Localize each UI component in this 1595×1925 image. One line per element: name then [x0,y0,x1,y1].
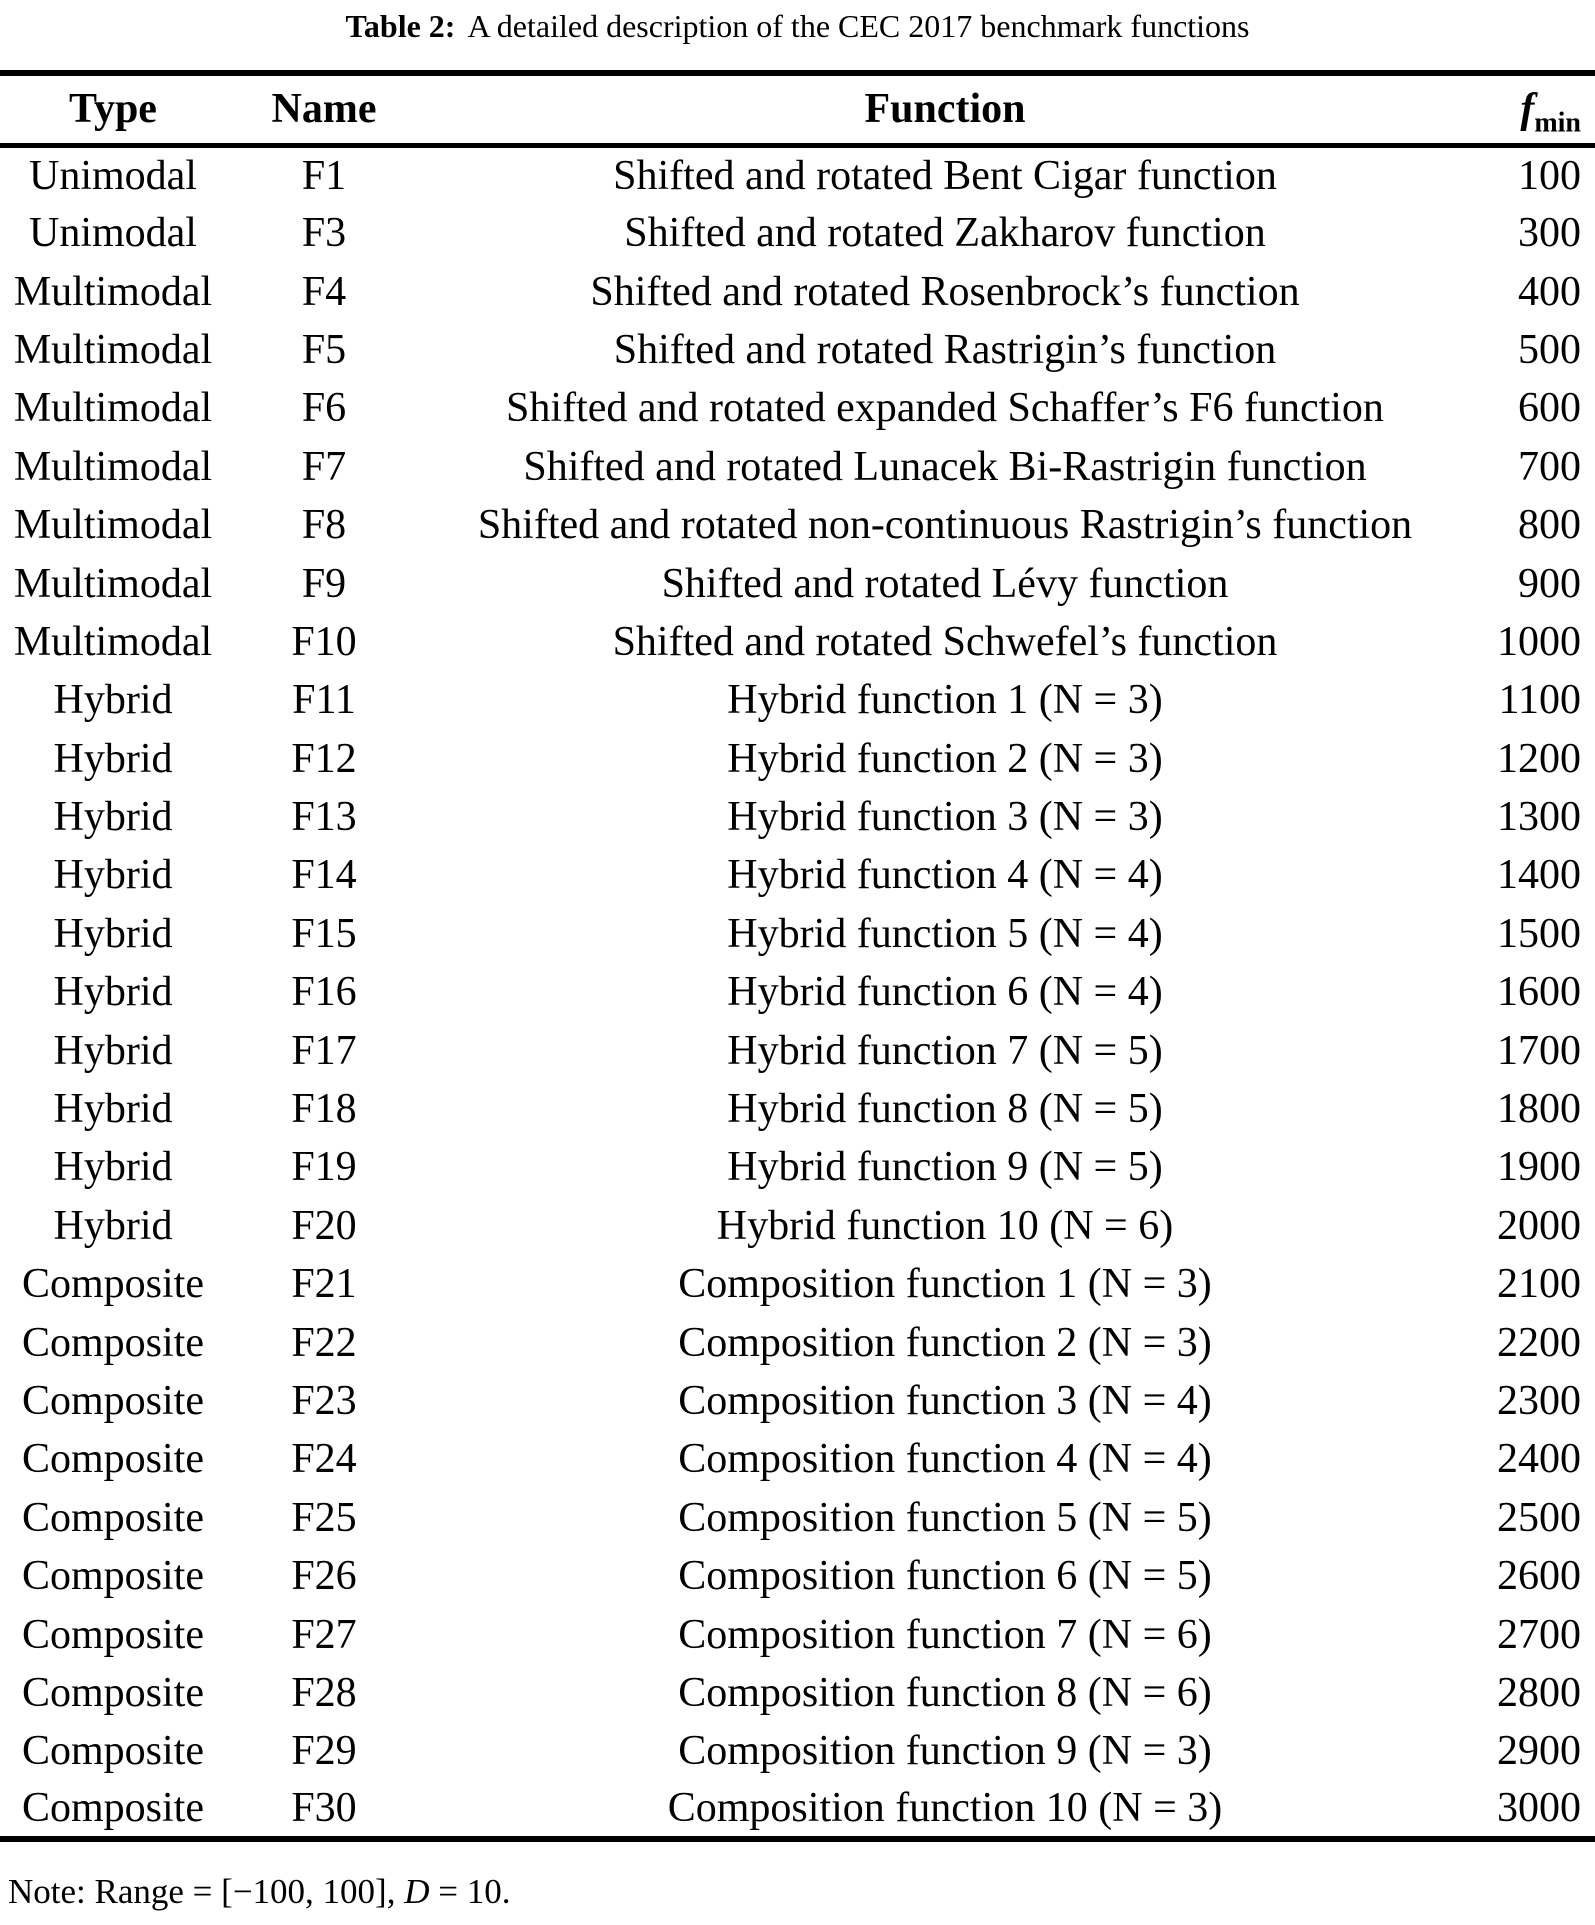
cell-type: Multimodal [13,268,213,315]
cell-function: Composition function 4 (N = 4) [678,1436,1212,1483]
cell-function: Composition function 9 (N = 3) [678,1728,1212,1775]
cell-type: Hybrid [53,794,173,841]
cell-type: Unimodal [29,210,197,257]
cell-function: Shifted and rotated Lunacek Bi-Rastrigin function [523,443,1367,490]
cell-function: Shifted and rotated non-continuous Rastrigin’s function [477,502,1413,549]
cell-fmin: 2000 [1497,1202,1581,1249]
table-row [0,1372,1595,1430]
cell-name: F14 [291,852,357,899]
table-row [0,1080,1595,1138]
cell-fmin: 1700 [1497,1027,1581,1074]
cell-type: Composite [21,1669,204,1716]
table-row [0,1664,1595,1722]
cell-type: Composite [21,1261,204,1308]
cell-name: F10 [291,618,357,665]
cell-function: Shifted and rotated Schwefel’s function [612,618,1278,665]
cell-type: Hybrid [53,1086,173,1133]
cell-function: Composition function 3 (N = 4) [678,1377,1212,1424]
cell-type: Hybrid [53,1027,173,1074]
cell-function: Hybrid function 5 (N = 4) [727,910,1163,957]
table-row [0,1722,1595,1780]
cell-fmin: 800 [1518,502,1581,549]
table-row [0,963,1595,1021]
cell-name: F12 [291,735,357,782]
cell-name: F6 [301,385,347,432]
table-row [0,1781,1595,1839]
table-row [0,438,1595,496]
cell-name: F16 [291,969,357,1016]
cell-fmin: 300 [1518,210,1581,257]
cell-type: Composite [21,1785,204,1832]
cell-function: Hybrid function 8 (N = 5) [727,1086,1163,1133]
fmin-symbol: f [1520,86,1535,133]
cell-name: F1 [301,153,347,200]
cell-name: F25 [291,1494,357,1541]
cell-type: Composite [21,1377,204,1424]
cell-name: F8 [301,502,347,549]
cell-type: Hybrid [53,1144,173,1191]
cell-function: Hybrid function 4 (N = 4) [727,852,1163,899]
note-prefix: Note: Range = [−100, 100], [8,1871,405,1911]
cell-type: Multimodal [13,502,213,549]
table-row [0,146,1595,204]
cell-function: Hybrid function 1 (N = 3) [727,677,1163,724]
cell-name: F9 [301,560,347,607]
cell-type: Multimodal [13,560,213,607]
cell-function: Composition function 8 (N = 6) [678,1669,1212,1716]
table-row [0,1197,1595,1255]
cell-fmin: 2800 [1497,1669,1581,1716]
cell-name: F3 [301,210,347,257]
cell-type: Composite [21,1728,204,1775]
table-row [0,1430,1595,1488]
cell-fmin: 400 [1518,268,1581,315]
cell-type: Multimodal [13,385,213,432]
cell-function: Hybrid function 9 (N = 5) [727,1144,1163,1191]
table-row [0,321,1595,379]
cell-function: Composition function 6 (N = 5) [678,1553,1212,1600]
cell-fmin: 600 [1518,385,1581,432]
cell-name: F18 [291,1086,357,1133]
table-row [0,730,1595,788]
cell-name: F26 [291,1553,357,1600]
note-suffix: = 10. [429,1871,511,1911]
cell-name: F5 [301,326,347,373]
cell-type: Hybrid [53,1202,173,1249]
column-header-name: Name [226,73,422,146]
cell-name: F7 [301,443,347,490]
table-caption-text: A detailed description of the CEC 2017 benchmark functions [467,8,1250,44]
cell-fmin: 2400 [1497,1436,1581,1483]
table-row [0,1547,1595,1605]
table-row [0,613,1595,671]
table-note [8,1872,1595,1912]
fmin-subscript: min [1534,107,1581,139]
cell-name: F21 [291,1261,357,1308]
cell-function: Shifted and rotated Rosenbrock’s function [590,268,1300,315]
table-row [0,1489,1595,1547]
cell-function: Shifted and rotated expanded Schaffer’s F6 function [506,385,1384,432]
column-header-fmin [1468,73,1595,146]
cell-function: Composition function 5 (N = 5) [678,1494,1212,1541]
cell-function: Hybrid function 7 (N = 5) [727,1027,1163,1074]
table-row [0,379,1595,437]
cell-name: F20 [291,1202,357,1249]
cell-type: Composite [21,1494,204,1541]
cell-function: Composition function 2 (N = 3) [678,1319,1212,1366]
cell-fmin: 1900 [1497,1144,1581,1191]
cell-function: Hybrid function 2 (N = 3) [727,735,1163,782]
header-row [0,73,1595,146]
cell-fmin: 1600 [1497,969,1581,1016]
table-row [0,1605,1595,1663]
cell-function: Composition function 10 (N = 3) [667,1785,1223,1832]
cell-type: Composite [21,1319,204,1366]
cell-name: F13 [291,794,357,841]
cell-name: F29 [291,1728,357,1775]
cell-name: F22 [291,1319,357,1366]
table-row [0,671,1595,729]
cell-name: F17 [291,1027,357,1074]
table-caption [0,0,1595,48]
cell-name: F28 [291,1669,357,1716]
cell-fmin: 2200 [1497,1319,1581,1366]
cell-name: F23 [291,1377,357,1424]
cell-function: Shifted and rotated Zakharov function [624,210,1266,257]
table-row [0,554,1595,612]
cell-name: F19 [291,1144,357,1191]
cell-function: Hybrid function 6 (N = 4) [727,969,1163,1016]
cell-type: Composite [21,1611,204,1658]
cell-type: Hybrid [53,735,173,782]
cell-name: F24 [291,1436,357,1483]
cell-fmin: 2500 [1497,1494,1581,1541]
table-row [0,496,1595,554]
cell-fmin: 3000 [1497,1785,1581,1832]
cell-fmin: 2900 [1497,1728,1581,1775]
cell-fmin: 1500 [1497,910,1581,957]
cell-fmin: 900 [1518,560,1581,607]
cell-function: Shifted and rotated Bent Cigar function [613,153,1277,200]
cell-fmin: 100 [1518,153,1581,200]
note-d-variable: D [404,1871,430,1911]
table-row [0,846,1595,904]
cell-type: Hybrid [53,852,173,899]
cell-fmin: 2100 [1497,1261,1581,1308]
cell-type: Unimodal [29,153,197,200]
cell-type: Hybrid [53,969,173,1016]
table-row [0,204,1595,262]
cell-fmin: 500 [1518,326,1581,373]
table-row [0,788,1595,846]
cell-type: Composite [21,1436,204,1483]
cell-name: F4 [301,268,347,315]
cell-type: Composite [21,1553,204,1600]
cell-fmin: 1400 [1497,852,1581,899]
cell-function: Shifted and rotated Rastrigin’s function [613,326,1277,373]
table-row [0,262,1595,320]
cell-type: Multimodal [13,618,213,665]
cell-fmin: 1300 [1497,794,1581,841]
cell-fmin: 700 [1518,443,1581,490]
column-header-type: Type [0,73,226,146]
cell-fmin: 1000 [1497,618,1581,665]
column-header-function: Function [422,73,1468,146]
cell-type: Multimodal [13,443,213,490]
cell-type: Hybrid [53,910,173,957]
cell-fmin: 2600 [1497,1553,1581,1600]
cell-function: Composition function 7 (N = 6) [678,1611,1212,1658]
cell-name: F11 [292,677,356,724]
cell-type: Multimodal [13,326,213,373]
cell-fmin: 2700 [1497,1611,1581,1658]
table-caption-label: Table 2: [345,8,456,44]
table-row [0,905,1595,963]
cell-fmin: 2300 [1497,1377,1581,1424]
cell-name: F15 [291,910,357,957]
cell-function: Composition function 1 (N = 3) [678,1261,1212,1308]
cell-fmin: 1800 [1497,1086,1581,1133]
cell-name: F27 [291,1611,357,1658]
benchmark-functions-table [0,70,1595,1842]
cell-function: Shifted and rotated Lévy function [661,560,1229,607]
table-row [0,1138,1595,1196]
cell-fmin: 1200 [1497,735,1581,782]
cell-type: Hybrid [53,677,173,724]
cell-function: Hybrid function 3 (N = 3) [727,794,1163,841]
cell-name: F30 [291,1785,357,1832]
cell-function: Hybrid function 10 (N = 6) [716,1202,1174,1249]
table-row [0,1255,1595,1313]
table-row [0,1021,1595,1079]
cell-fmin: 1100 [1498,677,1581,724]
table-row [0,1313,1595,1371]
